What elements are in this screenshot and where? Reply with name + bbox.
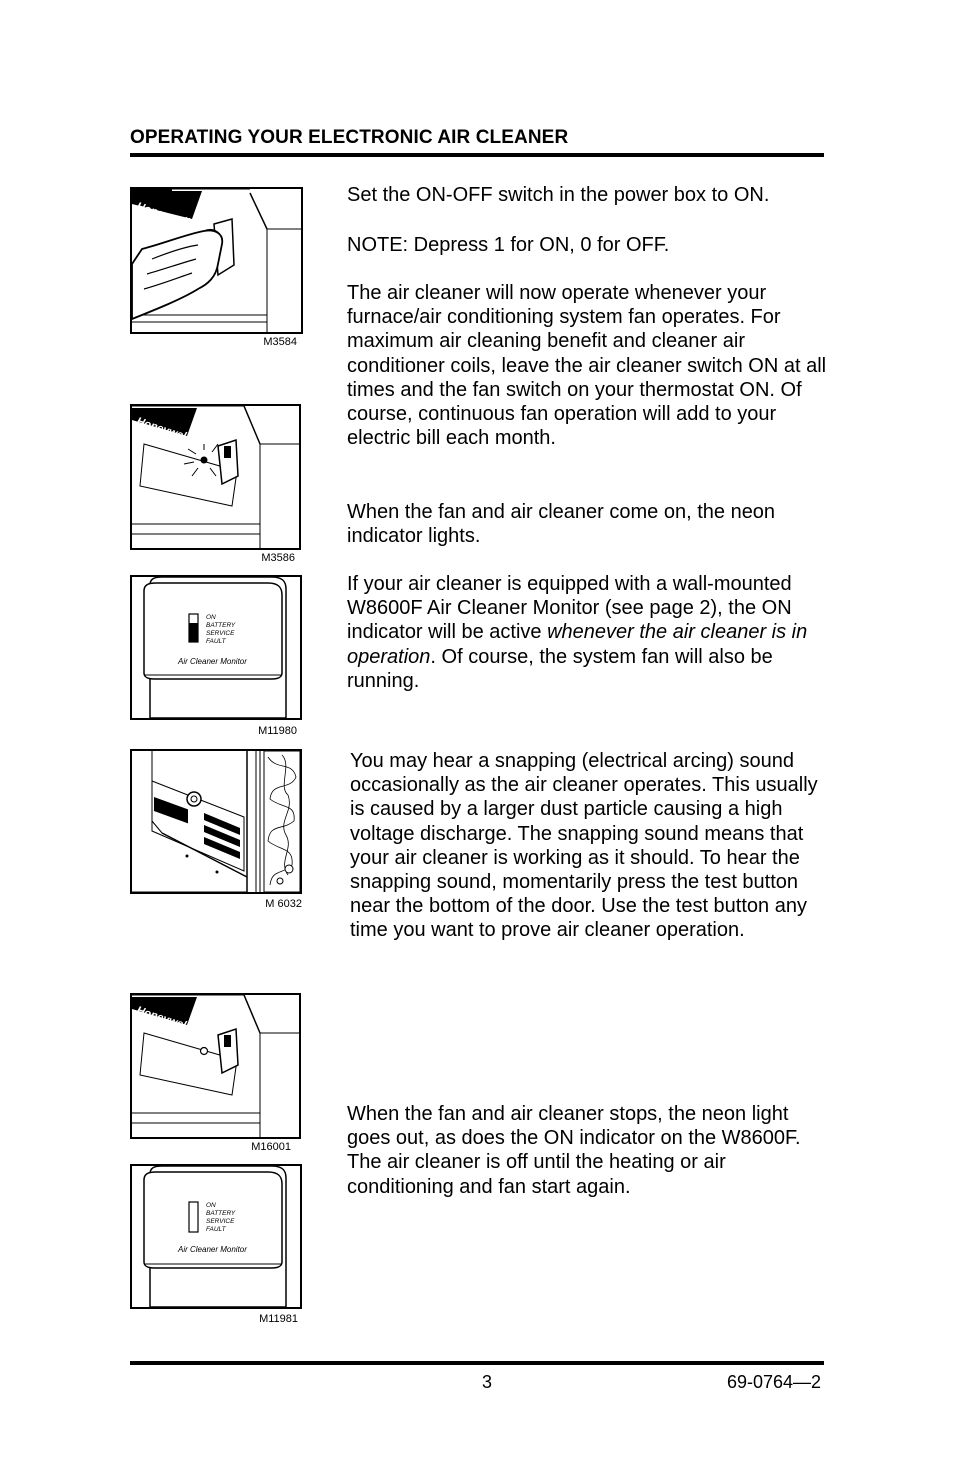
monitor-text-start: If your air cleaner is equipped with a wall-mounted W8600F Air Cleaner Monitor (see page 2), the ON indicator will be active [347,573,792,644]
figure-code: M11980 [258,725,297,737]
status-fault: FAULT [206,1226,226,1233]
status-on: ON [206,1202,216,1209]
operation-description: The air cleaner will now operate whenever your furnace/air conditioning system fan operates. For maximum air cleaning benefit and cleaner air conditioner coils, leave the air cleaner switch ON at all times and the fan switch on your thermostat ON. Of course, continuous fan operation will add to your electric bill each month. [347,282,827,450]
status-service: SERVICE [206,1218,235,1225]
figure-code: M11981 [259,1313,298,1325]
figure-monitor-on [130,575,302,720]
stop-description: When the fan and air cleaner stops, the neon light goes out, as does the ON indicator on the W8600F. The air cleaner is off until the heating or air conditioning and fan start again. [347,1103,801,1198]
neon-indicator-text: When the fan and air cleaner come on, the neon indicator lights. [347,501,776,548]
top-rule [130,153,824,157]
status-fault: FAULT [206,638,226,645]
monitor-label: Air Cleaner Monitor [178,1245,247,1254]
figure-monitor-off [130,1164,302,1309]
snapping-sound-text: You may hear a snapping (electrical arcing) sound occasionally as the air cleaner operates. This usually is caused by a larger dust particle causing a high voltage discharge. The snapping sound means that your air cleaner is working as it should. To hear the snapping sound, momentarily press the test button near the bottom of the door. Use the test button any time you want to prove air cleaner operation. [350,750,818,942]
figure-switch-press [130,187,303,334]
figure-test-button [130,749,302,894]
status-service: SERVICE [206,630,235,637]
monitor-description [347,572,827,693]
status-battery: BATTERY [206,622,236,629]
figure-code: M16001 [251,1141,291,1153]
monitor-label: Air Cleaner Monitor [178,657,247,666]
figure-code: M3586 [261,552,295,564]
figure-code: M 6032 [265,898,302,910]
note-depress: NOTE: Depress 1 for ON, 0 for OFF. [347,234,670,256]
monitor-text-end: . Of course, the system fan will also be running. [347,645,773,692]
status-on: ON [206,614,216,621]
brand-logo-text: Honeywell [135,200,191,229]
brand-logo-text: Honeywell [135,1004,191,1033]
monitor-text-italic: whenever the air cleaner is in operation [347,621,808,668]
figure-neon-lit [130,404,301,550]
bottom-rule [130,1361,824,1365]
page-number: 3 [482,1372,493,1392]
figure-code: M3584 [263,336,297,348]
status-battery: BATTERY [206,1210,236,1217]
section-heading: OPERATING YOUR ELECTRONIC AIR CLEANER [130,127,569,148]
brand-logo-text: Honeywell [135,415,191,444]
instruction-set-switch: Set the ON-OFF switch in the power box to ON. [347,184,770,206]
document-number: 69-0764—2 [727,1372,822,1392]
figure-neon-off [130,993,301,1139]
